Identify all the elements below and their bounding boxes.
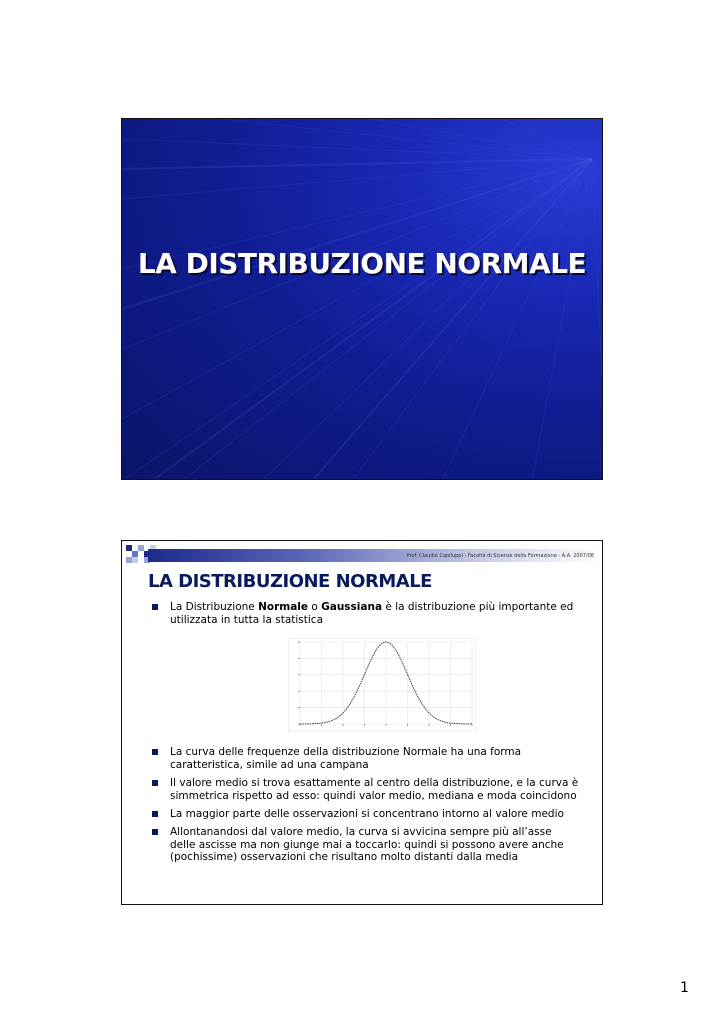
slide-heading: LA DISTRIBUZIONE NORMALE (148, 571, 432, 592)
slide-title: LA DISTRIBUZIONE NORMALE (137, 247, 587, 280)
intro-text-3: è la distribuzione più importante ed utilizzata in tutta la statistica (170, 601, 574, 626)
chart-frame (288, 638, 476, 732)
bullet-square-icon (152, 604, 158, 610)
bullet-text: La curva delle frequenze della distribuzione Normale ha una forma caratteristica, simile ad una campana (170, 746, 522, 771)
bullet-text: Il valore medio si trova esattamente al centro della distribuzione, e la curva è simmetrica rispetto ad esso: quindi valor medio, mediana e moda coincidono (170, 777, 579, 802)
term-gaussiana: Gaussiana (321, 601, 383, 613)
bullet-square-icon (152, 829, 158, 835)
bullet-text: La maggior parte delle osservazioni si concentrano intorno al valore medio (170, 808, 564, 820)
bullet-square-icon (152, 811, 158, 817)
intro-text-2: o (308, 601, 322, 613)
slide-footer: Prof. Claudio Capiluppi - Facoltà di Scienze della Formazione - A.A. 2007/08 (406, 553, 594, 559)
bullet-square-icon (152, 780, 158, 786)
intro-text-1: La Distribuzione (170, 601, 259, 613)
term-normale: Normale (258, 601, 309, 613)
content-slide (121, 540, 603, 905)
normal-curve-chart (288, 638, 476, 732)
bullet-square-icon (152, 749, 158, 755)
bullet-text: Allontanandosi dal valore medio, la curva si avvicina sempre più all’asse delle ascisse ma non giunge mai a toccarlo: quindi si possono avere anche (pochissime) osservazioni che risultano molto distanti dalla media (170, 826, 564, 863)
bullet-text (170, 601, 580, 626)
title-slide (121, 118, 603, 480)
background-rays (122, 119, 603, 480)
page-number: 1 (680, 980, 689, 996)
